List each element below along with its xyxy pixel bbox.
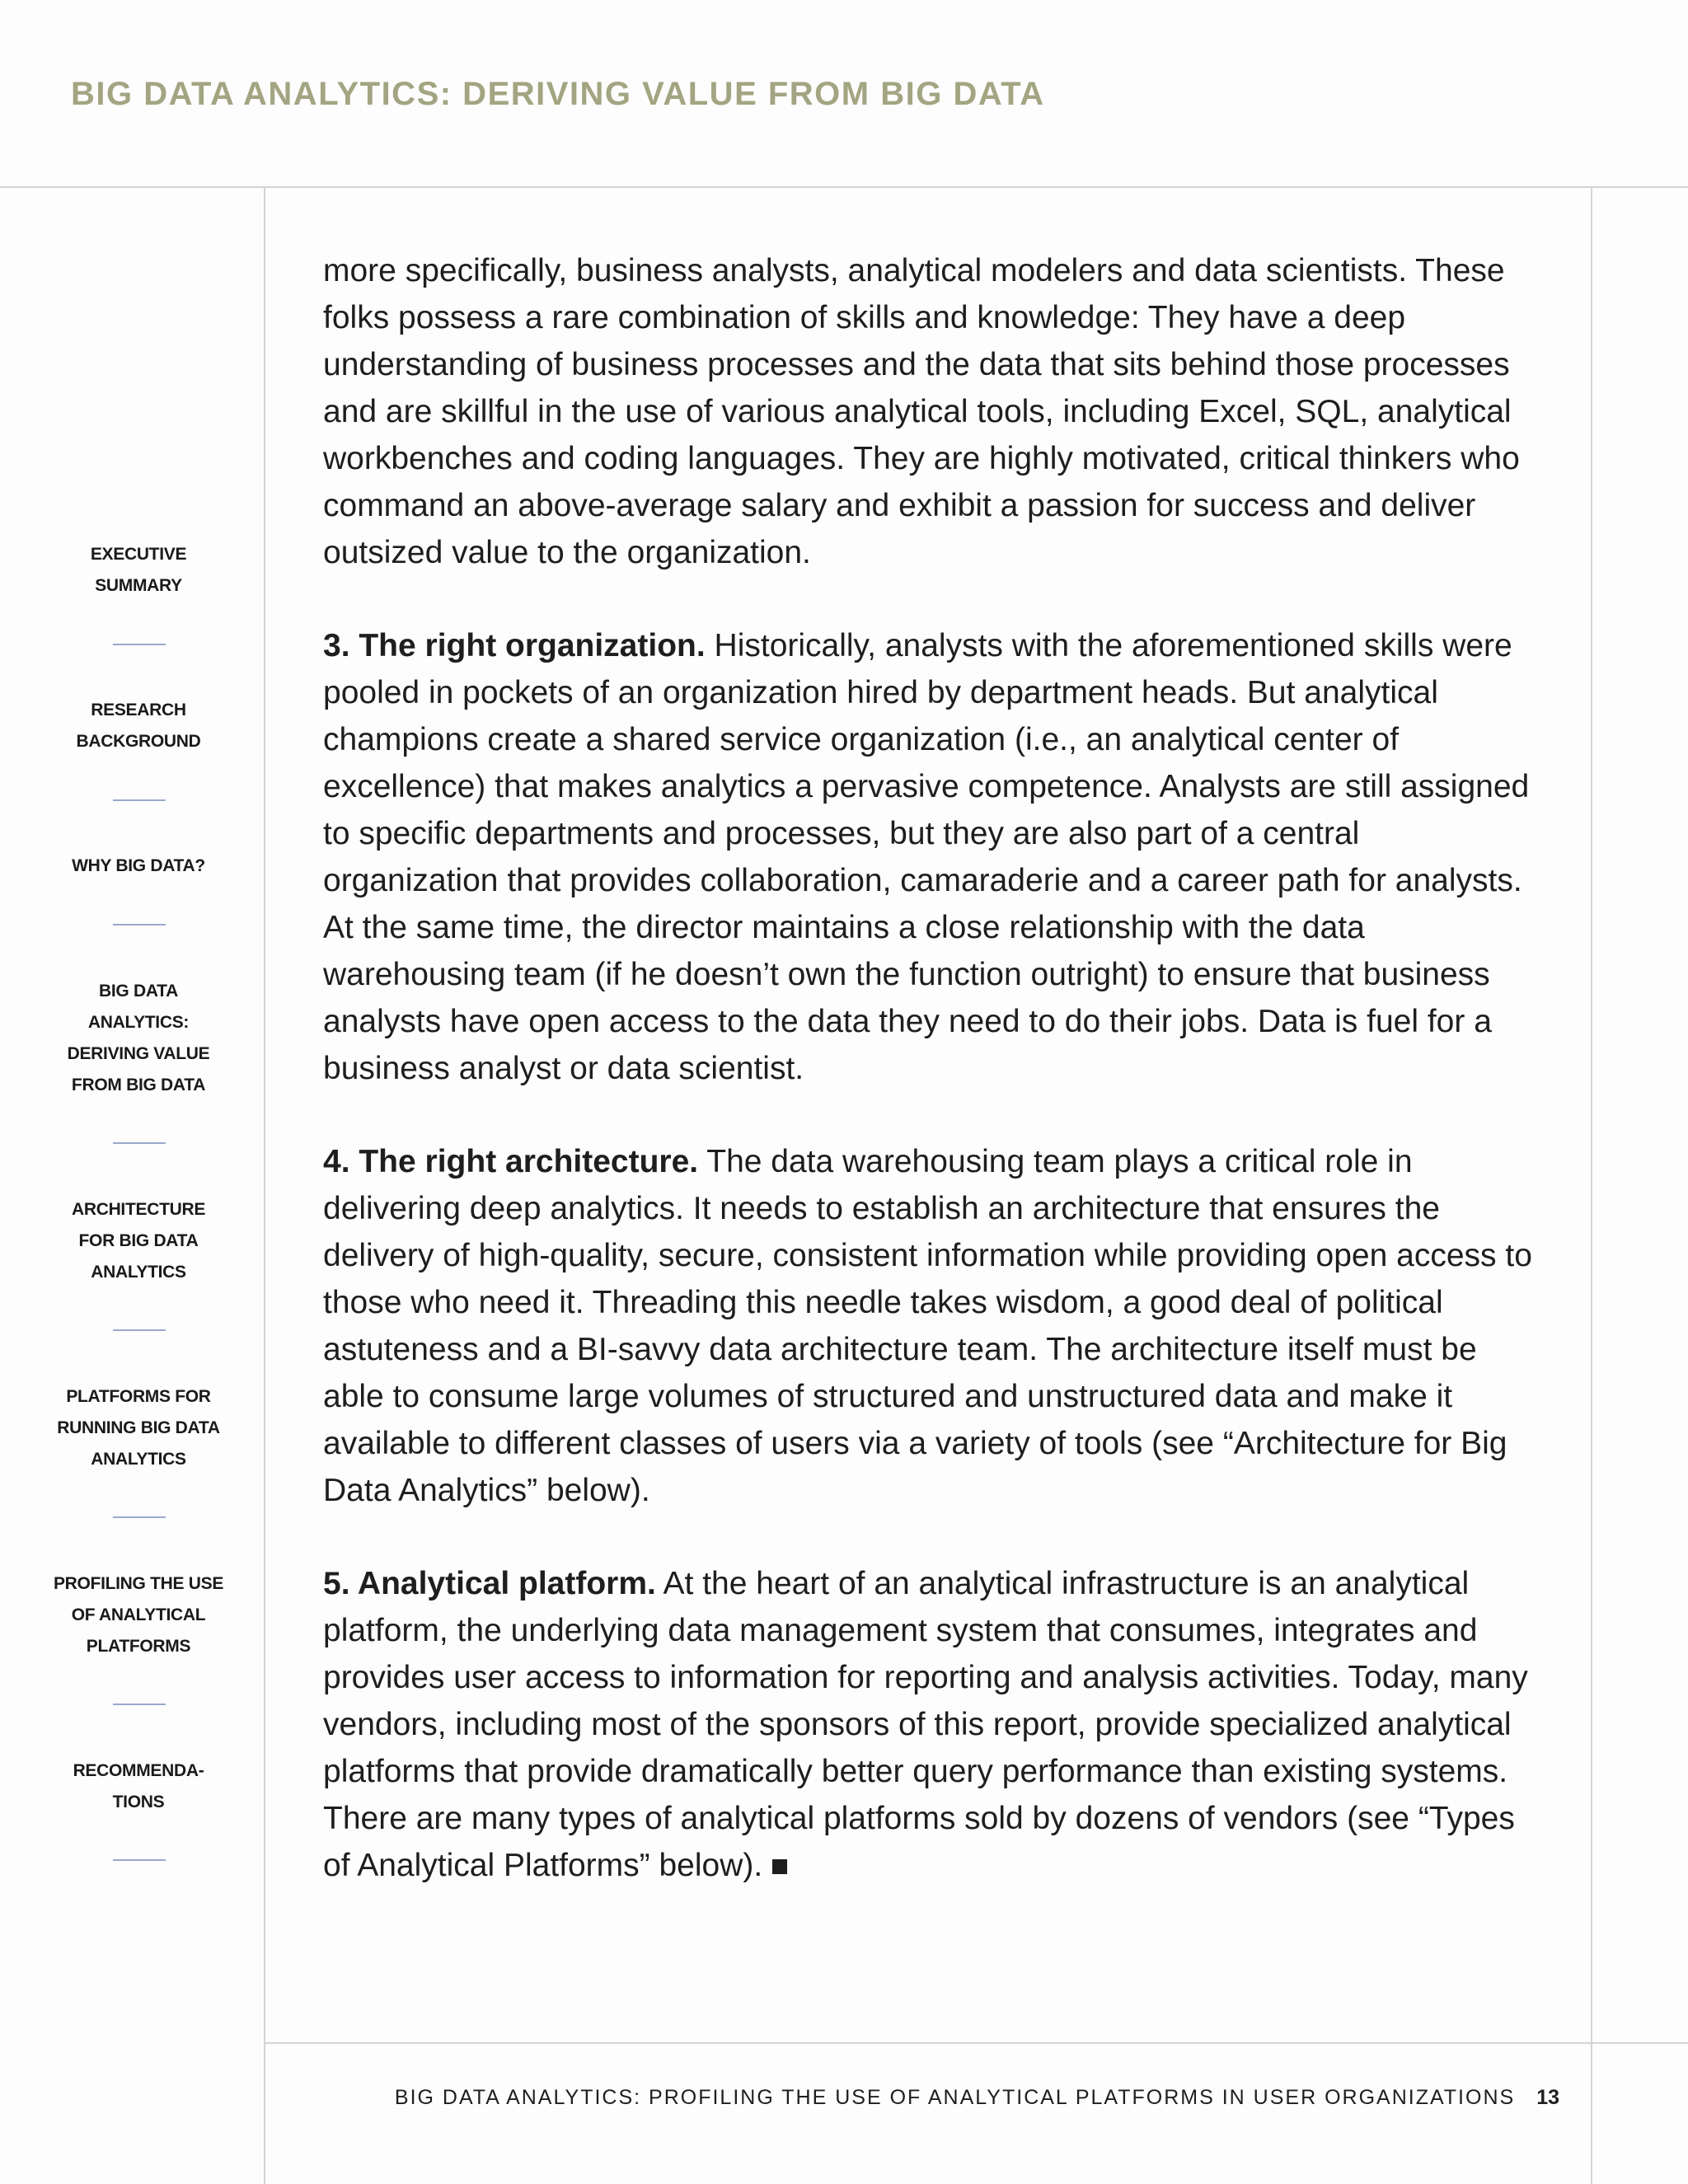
- nav-label-line: DERIVING VALUE: [67, 1044, 210, 1063]
- nav-label-line: PLATFORMS: [86, 1637, 191, 1656]
- paragraph-right-organization: [323, 622, 1543, 1092]
- nav-label-line: OF ANALYTICAL: [71, 1605, 206, 1624]
- footer-divider: [265, 2042, 1688, 2044]
- running-header: BIG DATA ANALYTICS: DERIVING VALUE FROM BIG DATA: [71, 76, 1045, 112]
- nav-platforms[interactable]: [49, 1381, 227, 1475]
- nav-label-line: PLATFORMS FOR: [66, 1387, 211, 1406]
- right-margin-rule: [1591, 188, 1592, 2184]
- paragraph-text: The data warehousing team plays a critical role in delivering deep analytics. It needs to establish an architecture that ensures the delivery of high-quality, secure, consistent information while providing open access to those who need it. Threading this needle takes wisdom, a good deal of political astuteness and a BI-savvy data architecture team. The architecture itself must be able to consume large volumes of structured and unstructured data and make it available to different classes of users via a variety of tools (see “Architecture for Big Data Analytics” below).: [323, 1144, 1532, 1508]
- nav-label-line: ARCHITECTURE: [71, 1200, 206, 1219]
- nav-separator: [113, 1142, 166, 1144]
- nav-label-line: PROFILING THE USE: [53, 1574, 224, 1593]
- nav-recommendations[interactable]: [49, 1755, 227, 1818]
- nav-label-line: WHY BIG DATA?: [72, 856, 205, 875]
- nav-separator: [113, 1516, 166, 1518]
- nav-label-line: ANALYTICS: [91, 1450, 186, 1469]
- nav-why-big-data[interactable]: [49, 851, 227, 882]
- page-number: 13: [1536, 2086, 1559, 2109]
- sidebar-divider: [264, 188, 265, 2184]
- nav-label-line: ANALYTICS:: [87, 1013, 190, 1032]
- nav-label-line: FROM BIG DATA: [71, 1076, 206, 1094]
- nav-architecture[interactable]: [49, 1194, 227, 1288]
- nav-label-line: RUNNING BIG DATA: [57, 1418, 220, 1437]
- nav-label-line: TIONS: [112, 1793, 165, 1811]
- paragraph-analytical-platform: [323, 1560, 1543, 1889]
- end-of-article-square-icon: [772, 1859, 787, 1874]
- paragraph-text: Historically, analysts with the aforementioned skills were pooled in pockets of an organization hired by department heads. But analytical champions create a shared service organization (i.e., an analytical center of excellence) that makes analytics a pervasive competence. Analysts are still assigned to specific departments and processes, but they are also part of a central organization that provides collaboration, camaraderie and a career path for analysts. At the same time, the director maintains a close relationship with the data warehousing team (if he doesn’t own the function outright) to ensure that business analysts have open access to the data they need to do their jobs. Data is fuel for a business analyst or data scientist.: [323, 628, 1530, 1086]
- nav-separator: [113, 1704, 166, 1705]
- intro-paragraph: more specifically, business analysts, analytical modelers and data scientists. These folks possess a rare combination of skills and knowledge: They have a deep understanding of business processes and the data that sits behind those processes and are skillful in the use of various analytical tools, including Excel, SQL, analytical workbenches and coding languages. They are highly motivated, critical thinkers who command an above-average salary and exhibit a passion for success and deliver outsized value to the organization.: [323, 253, 1520, 570]
- paragraph-heading: 4. The right architecture.: [323, 1144, 699, 1179]
- paragraph-heading: 3. The right organization.: [323, 628, 706, 663]
- nav-separator: [113, 1329, 166, 1331]
- section-nav: [0, 0, 264, 2184]
- nav-label-line: RESEARCH: [91, 701, 186, 719]
- nav-label-line: RECOMMENDA-: [73, 1761, 204, 1780]
- nav-separator: [113, 1859, 166, 1861]
- footer-title: BIG DATA ANALYTICS: PROFILING THE USE OF ANALYTICAL PLATFORMS IN USER ORGANIZATIONS: [394, 2086, 1516, 2109]
- paragraph-heading: 5. Analytical platform.: [323, 1566, 656, 1601]
- paragraph-text: At the heart of an analytical infrastructure is an analytical platform, the underlying data management system that consumes, integrates and provides user access to information for reporting and analysis activities. Today, many vendors, including most of the sponsors of this report, provide specialized analytical platforms that provide dramatically better query performance than existing systems. There are many types of analytical platforms sold by dozens of vendors (see “Types of Analytical Platforms” below).: [323, 1566, 1528, 1883]
- nav-label-line: BACKGROUND: [76, 732, 201, 751]
- nav-separator: [113, 644, 166, 645]
- nav-label-line: BIG DATA: [99, 982, 178, 1001]
- nav-executive-summary[interactable]: [49, 539, 227, 602]
- nav-label-line: FOR BIG DATA: [78, 1231, 199, 1250]
- page-footer: [395, 2086, 1559, 2110]
- nav-label-line: SUMMARY: [95, 576, 182, 595]
- nav-research-background[interactable]: [49, 695, 227, 757]
- body-text: [323, 247, 1543, 1935]
- nav-separator: [113, 799, 166, 801]
- nav-label-line: ANALYTICS: [91, 1263, 186, 1282]
- nav-big-data-analytics-deriving-value[interactable]: [49, 976, 227, 1101]
- nav-label-line: EXECUTIVE: [90, 545, 187, 564]
- nav-profiling[interactable]: [49, 1568, 227, 1662]
- paragraph-right-architecture: [323, 1138, 1543, 1514]
- nav-separator: [113, 924, 166, 926]
